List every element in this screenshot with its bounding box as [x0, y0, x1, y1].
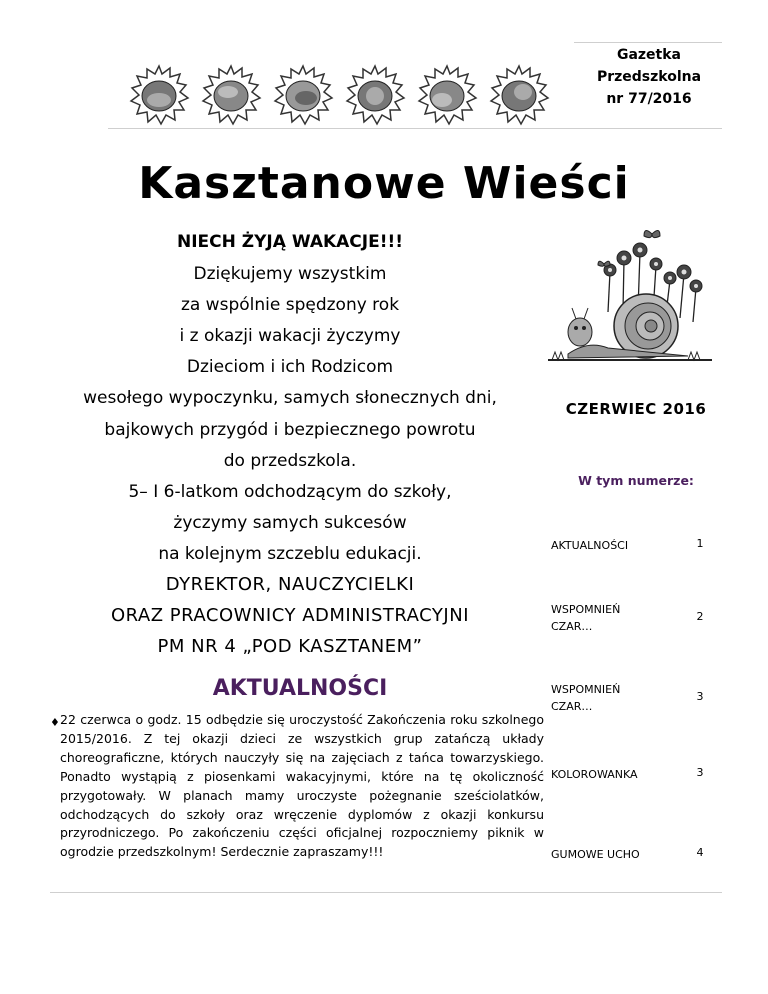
- signature-line: DYREKTOR, NAUCZYCIELKI: [165, 574, 415, 595]
- chestnut-icon: [200, 62, 262, 128]
- toc-title: W tym numerze:: [578, 473, 694, 488]
- signature-line: PM NR 4 „POD KASZTANEM”: [157, 636, 423, 657]
- greeting-line: NIECH ŻYJĄ WAKACJE!!!: [177, 232, 403, 252]
- chestnut-icon: [488, 62, 550, 128]
- header-rule-bottom: [108, 128, 722, 129]
- greeting-line: na kolejnym szczeblu edukacji.: [158, 544, 422, 564]
- signature-line: ORAZ PRACOWNICY ADMINISTRACYJNI: [110, 605, 470, 626]
- issue-line-1: Gazetka: [616, 47, 682, 63]
- newsletter-title: Kasztanowe Wieści: [138, 158, 630, 209]
- issue-info: [576, 44, 722, 110]
- greeting-line: i z okazji wakacji życzymy: [179, 326, 401, 346]
- greeting-line: za wspólnie spędzony rok: [180, 295, 400, 315]
- chestnut-icon: [344, 62, 406, 128]
- chestnut-icon: [416, 62, 478, 128]
- toc-item-label[interactable]: GUMOWE UCHO: [551, 848, 640, 861]
- greeting-line: do przedszkola.: [223, 451, 357, 471]
- toc-item-label[interactable]: AKTUALNOŚCI: [551, 539, 629, 552]
- toc-item-page: 3: [696, 766, 704, 779]
- news-paragraph: 22 czerwca o godz. 15 odbędzie się uroczystość Zakończenia roku szkolnego 2015/2016. Z tej okazji dzieci ze wszystkich grup zatańczą układy choreograficzne, których nauczyły się na zajęciach z tańca towarzyskiego. Ponadto wystąpią z piosenkami wakacyjnymi, które na tę okoliczność przygotowały. W planach mamy uroczyste pożegnanie sześciolatków, odchodzących do szkoły oraz wręczenie dyplomów z okazji konkursu przyrodniczego. Po zakończeniu części oficjalnej rozpoczniemy piknik w ogrodzie przedszkolnym! Serdecznie zapraszamy!!!: [60, 712, 544, 860]
- toc-item-label[interactable]: KOLOROWANKA: [551, 768, 638, 781]
- toc-item-page: 1: [696, 537, 704, 550]
- toc-item-label[interactable]: WSPOMNIEŃ CZAR…: [551, 683, 621, 713]
- issue-line-2: Przedszkolna: [596, 69, 702, 85]
- greeting-line: życzymy samych sukcesów: [173, 513, 407, 533]
- header-rule-top: [574, 42, 722, 43]
- toc-item-label[interactable]: WSPOMNIEŃ CZAR…: [551, 603, 621, 633]
- toc-item-page: 4: [696, 846, 704, 859]
- greeting-line: Dziękujemy wszystkim: [193, 264, 387, 284]
- diamond-bullet-icon: ♦: [50, 716, 60, 729]
- chestnut-icon: [128, 62, 190, 128]
- toc-item-page: 2: [696, 610, 704, 623]
- greeting-line: 5– I 6-latkom odchodzącym do szkoły,: [128, 482, 452, 502]
- greeting-line: Dzieciom i ich Rodzicom: [186, 357, 394, 377]
- snail-with-flowers-illustration: [548, 222, 712, 368]
- greeting-line: bajkowych przygód i bezpiecznego powrotu: [104, 420, 476, 440]
- footer-rule: [50, 892, 722, 893]
- section-heading: AKTUALNOŚCI: [212, 676, 388, 701]
- greeting-line: wesołego wypoczynku, samych słonecznych dni,: [83, 388, 497, 408]
- issue-number: nr 77/2016: [606, 91, 692, 107]
- toc-item-page: 3: [696, 690, 704, 703]
- chestnut-icon: [272, 62, 334, 128]
- issue-month: CZERWIEC 2016: [565, 400, 707, 418]
